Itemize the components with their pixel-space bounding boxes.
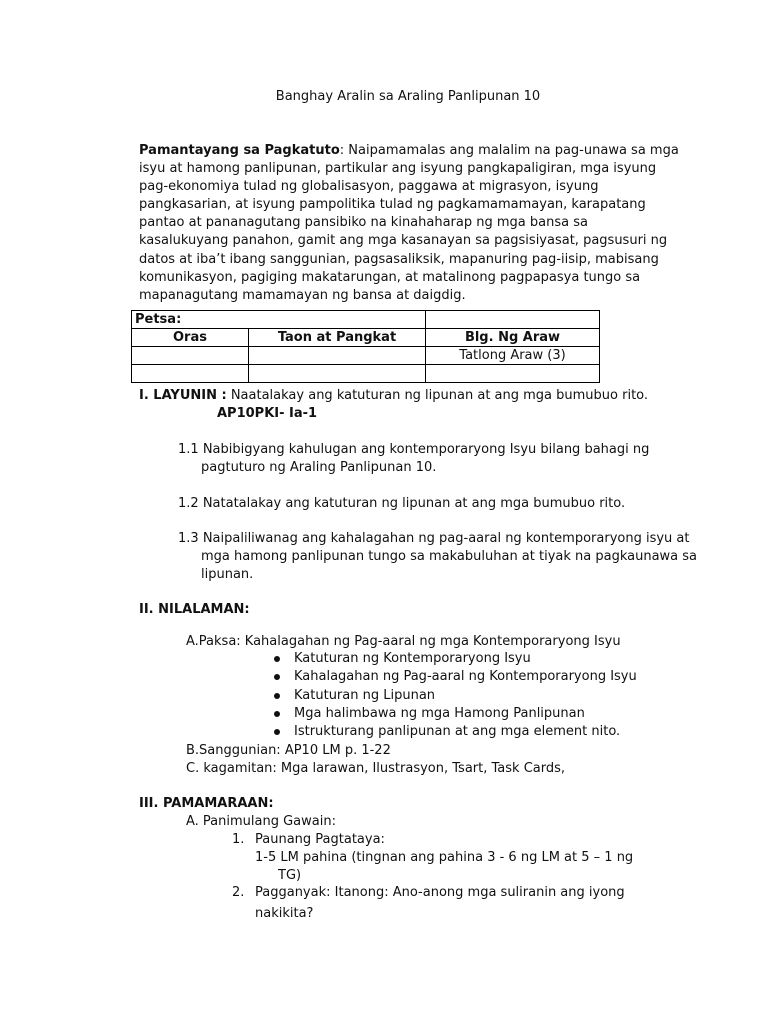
table-row xyxy=(132,311,600,329)
table-cell xyxy=(249,365,426,383)
list-item: Istrukturang panlipunan at ang mga element nito. xyxy=(270,723,637,741)
table-cell xyxy=(132,347,249,365)
item-2-number: 2. xyxy=(232,885,245,900)
panimulang-gawain: A. Panimulang Gawain: xyxy=(186,814,336,829)
list-item: Katuturan ng Lipunan xyxy=(270,687,637,705)
paksa-bullet-list xyxy=(270,650,637,741)
item-1-text: Paunang Pagtataya: xyxy=(255,832,385,847)
layunin-label: I. LAYUNIN : xyxy=(139,388,227,403)
paksa-line: A.Paksa: Kahalagahan ng Pag-aaral ng mga Kontemporaryong Isyu xyxy=(186,634,621,649)
item-1-number: 1. xyxy=(232,832,245,847)
document-title: Banghay Aralin sa Araling Panlipunan 10 xyxy=(275,89,541,104)
layunin-text: Naatalakay ang katuturan ng lipunan at ang mga bumubuo rito. xyxy=(226,388,649,403)
table-cell xyxy=(426,365,600,383)
table-cell xyxy=(132,365,249,383)
petsa-cell: Petsa: xyxy=(132,311,426,329)
competency-code: AP10PKI- Ia-1 xyxy=(217,406,318,421)
kagamitan-line: C. kagamitan: Mga larawan, Ilustrasyon, Tsart, Task Cards, xyxy=(186,761,566,776)
item-1-detail-cont: TG) xyxy=(278,868,302,883)
layunin-line xyxy=(139,387,648,405)
table-cell: Tatlong Araw (3) xyxy=(426,347,600,365)
objective-1-1-cont: pagtuturo ng Araling Panlipunan 10. xyxy=(201,460,437,475)
table-row xyxy=(132,365,600,383)
header-taon-pangkat: Taon at Pangkat xyxy=(249,329,426,347)
objective-text: Nabibigyang kahulugan ang kontemporaryong Isyu bilang bahagi ng xyxy=(202,442,650,457)
table-header-row xyxy=(132,329,600,347)
header-oras: Oras xyxy=(132,329,249,347)
objective-1-3 xyxy=(178,530,689,548)
list-item: Kahalagahan ng Pag-aaral ng Kontemporaryong Isyu xyxy=(270,668,637,686)
list-item: Katuturan ng Kontemporaryong Isyu xyxy=(270,650,637,668)
sanggunian-line: B.Sanggunian: AP10 LM p. 1-22 xyxy=(186,743,391,758)
table-cell xyxy=(426,311,600,329)
objective-1-2 xyxy=(178,495,625,513)
objective-1-1 xyxy=(178,441,649,459)
objective-text: Natatalakay ang katuturan ng lipunan at ang mga bumubuo rito. xyxy=(202,496,626,511)
objective-1-3-cont2: lipunan. xyxy=(201,567,254,582)
objective-1-3-cont: mga hamong panlipunan tungo sa makabuluhan at tiyak na pagkaunawa sa xyxy=(201,549,698,564)
table-cell xyxy=(249,347,426,365)
item-1-detail: 1-5 LM pahina (tingnan ang pahina 3 - 6 ng LM at 5 – 1 ng xyxy=(255,850,634,865)
learning-standard-label: Pamantayang sa Pagkatuto xyxy=(139,143,340,158)
learning-standard-paragraph xyxy=(139,142,679,305)
objective-number: 1.1 xyxy=(178,442,199,457)
header-blg-araw: Blg. Ng Araw xyxy=(426,329,600,347)
objective-number: 1.2 xyxy=(178,496,199,511)
objective-number: 1.3 xyxy=(178,531,199,546)
objective-text: Naipaliliwanag ang kahalagahan ng pag-aaral ng kontemporaryong isyu at xyxy=(202,531,690,546)
item-2-text: Pagganyak: Itanong: Ano-anong mga suliranin ang iyong xyxy=(255,885,625,900)
schedule-table xyxy=(131,310,600,383)
pamamaraan-heading: III. PAMAMARAAN: xyxy=(139,796,274,811)
nilalaman-heading: II. NILALAMAN: xyxy=(139,602,250,617)
learning-standard-text: : Naipamamalas ang malalim na pag-unawa sa mga isyu at hamong panlipunan, partikular ang isyung pangkapaligiran, mga isyung pag-ekonomiya tulad ng globalisasyon, paggawa at migrasyon, isyung pangkasarian, at isyung pampolitika tulad ng pagkamamamayan, karapatang pantao at pananagutang pansibiko na kinahaharap ng mga bansa sa kasalukuyang panahon, gamit ang mga kasanayan sa pagsisiyasat, pagsusuri ng datos at iba’t ibang sanggunian, pagsasaliksik, mapanuring pag-iisip, mabisang komunikasyon, pagiging makatarungan, at matalinong pagpapasya tungo sa mapanagutang mamamayan ng bansa at daigdig. xyxy=(139,143,679,303)
table-row xyxy=(132,347,600,365)
item-2-text-cont: nakikita? xyxy=(255,906,314,921)
list-item: Mga halimbawa ng mga Hamong Panlipunan xyxy=(270,705,637,723)
